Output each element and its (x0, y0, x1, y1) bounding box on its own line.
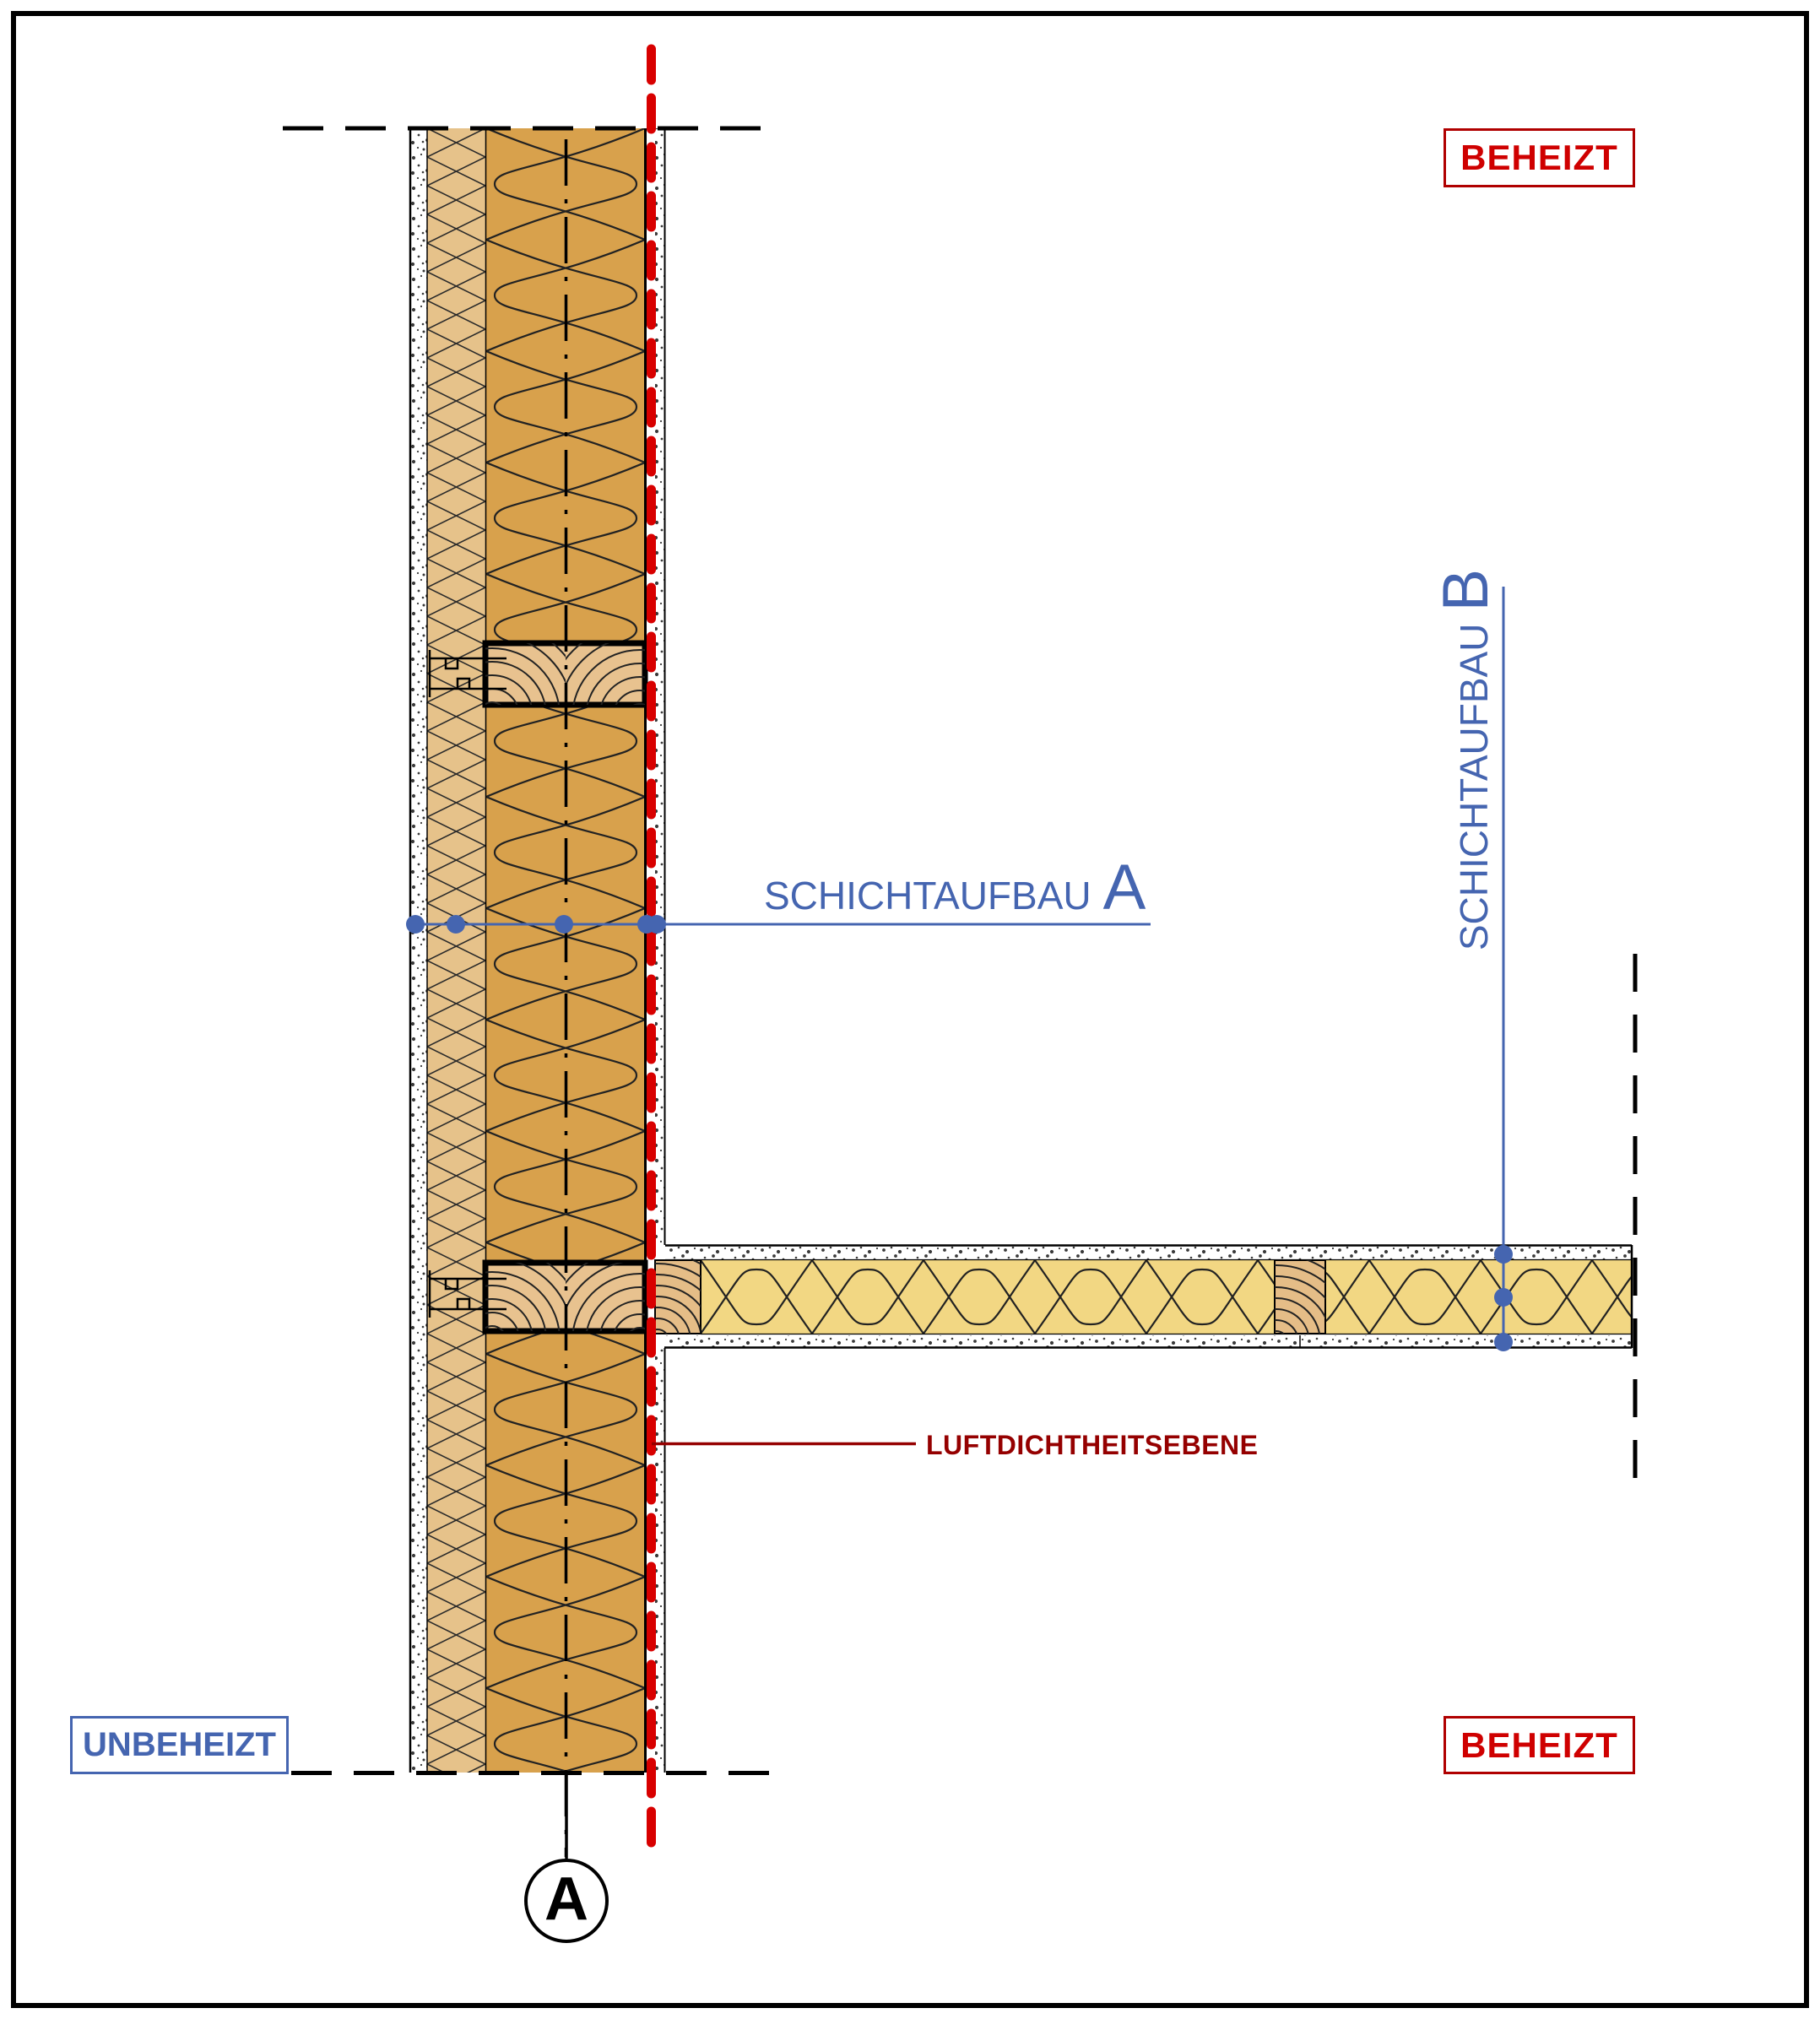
luftdichtheitsebene-text: LUFTDICHTHEITSEBENE (926, 1429, 1259, 1460)
wall-interior-finish-upper (655, 128, 664, 1245)
floor-bottom-finish-layer (665, 1335, 1632, 1347)
beheizt-bottom-text: BEHEIZT (1460, 1724, 1618, 1765)
unbeheizt-text: UNBEHEIZT (83, 1726, 276, 1763)
wall-exterior-plaster-layer (411, 128, 427, 1773)
beheizt-label-bottom (1444, 1716, 1635, 1774)
section-marker-a (524, 1859, 609, 1943)
schichtaufbau-a-letter: A (1102, 852, 1146, 923)
beheizt-label-top (1444, 128, 1635, 187)
schichtaufbau-b-label (1429, 568, 1502, 951)
luftdichtheitsebene-label (926, 1429, 1259, 1460)
beheizt-top-text: BEHEIZT (1460, 138, 1618, 177)
drawing-frame (14, 14, 1806, 2005)
wall-interior-finish-lower (655, 1348, 664, 1773)
schichtaufbau-a-text: SCHICHTAUFBAU (764, 874, 1091, 917)
schichtaufbau-a-label (764, 851, 1146, 923)
section-marker-letter: A (544, 1865, 588, 1933)
schichtaufbau-b-letter: B (1430, 568, 1502, 612)
floor-top-screed-layer (665, 1247, 1632, 1259)
floor-joist (1275, 1260, 1325, 1334)
schichtaufbau-b-text: SCHICHTAUFBAU (1452, 623, 1496, 951)
unbeheizt-label (70, 1716, 289, 1774)
wall-assembly (410, 128, 665, 1773)
